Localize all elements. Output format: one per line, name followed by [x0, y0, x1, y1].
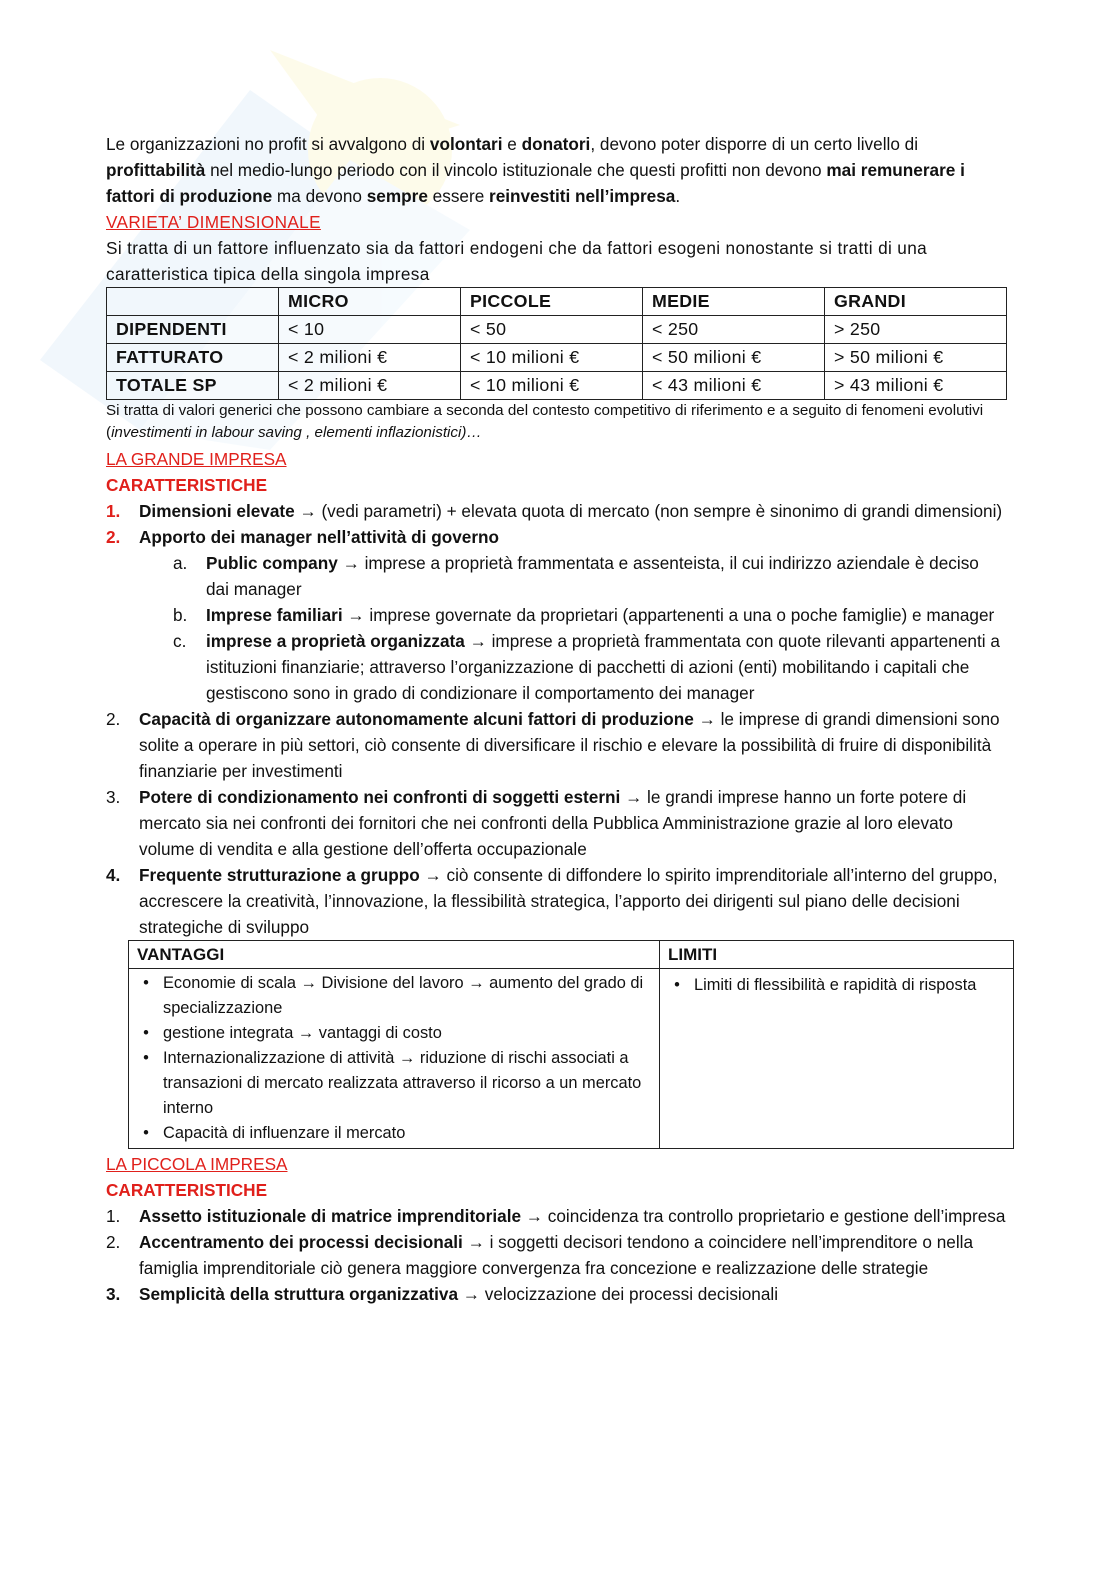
vantaggi-limiti-table: [128, 940, 1014, 1149]
vantaggi-header: VANTAGGI: [129, 941, 660, 969]
list-item: 2. Apporto dei manager nell’attività di governo: [106, 527, 500, 547]
list-subitem: c. imprese a proprietà organizzata → imprese a proprietà frammentata con quote rilevanti appartenenti a istituzioni finanziarie; attraverso l’organizzazione di pacchetti di azioni (enti) mobilitando i capitali che gestiscono sono in grado di condizionare il comportamento dei manager: [173, 631, 1000, 703]
piccola-subheading: CARATTERISTICHE: [106, 1180, 268, 1200]
table-cell: < 10 milioni €: [461, 344, 643, 372]
grande-heading: LA GRANDE IMPRESA: [106, 449, 287, 469]
table-row: [107, 316, 1007, 344]
piccola-heading: LA PICCOLA IMPRESA: [106, 1154, 288, 1174]
table-cell: < 2 milioni €: [279, 372, 461, 400]
table-cell: < 2 milioni €: [279, 344, 461, 372]
grande-subheading: CARATTERISTICHE: [106, 475, 268, 495]
intro-paragraph: Le organizzazioni no profit si avvalgono di volontari e donatori, devono poter disporre di un certo livello di profittabilità nel medio-lungo periodo con il vincolo istituzionale che questi profitti non devono mai remunerare i fattori di produzione ma devono sempre essere reinvestiti nell’impresa.: [106, 134, 965, 206]
vantaggi-cell: [129, 969, 660, 1149]
varieta-heading: VARIETA’ DIMENSIONALE: [106, 212, 321, 232]
table-cell: FATTURATO: [107, 344, 279, 372]
table-cell: > 43 milioni €: [825, 372, 1007, 400]
list-item: • Capacità di influenzare il mercato: [143, 1124, 406, 1142]
table-row: [107, 372, 1007, 400]
table-cell: TOTALE SP: [107, 372, 279, 400]
document-page: [106, 131, 1006, 1307]
list-item: • Internazionalizzazione di attività → riduzione di rischi associati a transazioni di mercato realizzata attraverso il ricorso a un mercato interno: [143, 1049, 642, 1117]
list-item: 3. Potere di condizionamento nei confronti di soggetti esterni → le grandi imprese hanno un forte potere di mercato sia nei confronti dei fornitori che nei confronti della Pubblica Amministrazione grazie al loro elevato volume di vendita e alla gestione dell’offerta occupazionale: [106, 787, 967, 859]
list-item: 2. Capacità di organizzare autonomamente alcuni fattori di produzione → le imprese di grandi dimensioni sono solite a operare in più settori, ciò consente di diversificare il rischio e elevare la possibilità di fruire di disponibilità finanziarie per investimenti: [106, 709, 1000, 781]
list-item: • Economie di scala → Divisione del lavoro → aumento del grado di specializzazione: [143, 974, 644, 1017]
table-note: Si tratta di valori generici che possono cambiare a seconda del contesto competitivo di riferimento e a seguito di fenomeni evolutivi (investimenti in labour saving , elementi inflazionistici)…: [106, 402, 984, 441]
table-cell: < 10: [279, 316, 461, 344]
table-row: [107, 344, 1007, 372]
list-item: • Limiti di flessibilità e rapidità di risposta: [674, 976, 977, 994]
list-item: 2. Accentramento dei processi decisionali → i soggetti decisori tendono a coincidere nell’imprenditore o nella famiglia imprenditoriale ciò genera maggiore convergenza fra concezione e realizzazione delle strategie: [106, 1232, 974, 1278]
limiti-header: LIMITI: [660, 941, 1014, 969]
varieta-text: Si tratta di un fattore influenzato sia da fattori endogeni che da fattori esogeni nonostante si tratti di una caratteristica tipica della singola impresa: [106, 238, 928, 284]
list-subitem: b. Imprese familiari → imprese governate da proprietari (appartenenti a una o poche famiglie) e manager: [173, 605, 995, 625]
table-cell: < 50 milioni €: [643, 344, 825, 372]
table-header-row: [107, 288, 1007, 316]
limiti-cell: [660, 969, 1014, 1149]
table-cell: DIPENDENTI: [107, 316, 279, 344]
grande-list: [106, 498, 1006, 940]
list-item: 3. Semplicità della struttura organizzativa → velocizzazione dei processi decisionali: [106, 1284, 779, 1304]
list-subitem: a. Public company → imprese a proprietà frammentata e assenteista, il cui indirizzo aziendale è deciso dai manager: [173, 553, 979, 599]
table-cell: < 250: [643, 316, 825, 344]
table-header-cell: GRANDI: [825, 288, 1007, 316]
table-header-cell: [107, 288, 279, 316]
list-item: 1. Assetto istituzionale di matrice imprenditoriale → coincidenza tra controllo proprietario e gestione dell’impresa: [106, 1206, 1006, 1226]
list-item: 1. Dimensioni elevate → (vedi parametri) + elevata quota di mercato (non sempre è sinonimo di grandi dimensioni): [106, 501, 1003, 521]
table-header-cell: PICCOLE: [461, 288, 643, 316]
table-cell: > 250: [825, 316, 1007, 344]
table-cell: > 50 milioni €: [825, 344, 1007, 372]
table-header-cell: MICRO: [279, 288, 461, 316]
table-header-cell: MEDIE: [643, 288, 825, 316]
table-cell: < 43 milioni €: [643, 372, 825, 400]
table-cell: < 10 milioni €: [461, 372, 643, 400]
list-item: 4. Frequente strutturazione a gruppo → ciò consente di diffondere lo spirito imprenditoriale all’interno del gruppo, accrescere la creatività, l’innovazione, la flessibilità strategica, l’apporto dei dirigenti sul piano delle decisioni strategiche di sviluppo: [106, 865, 998, 937]
piccola-list: [106, 1203, 1006, 1307]
table-cell: < 50: [461, 316, 643, 344]
list-item: • gestione integrata → vantaggi di costo: [143, 1024, 442, 1042]
dimension-table: [106, 287, 1007, 400]
